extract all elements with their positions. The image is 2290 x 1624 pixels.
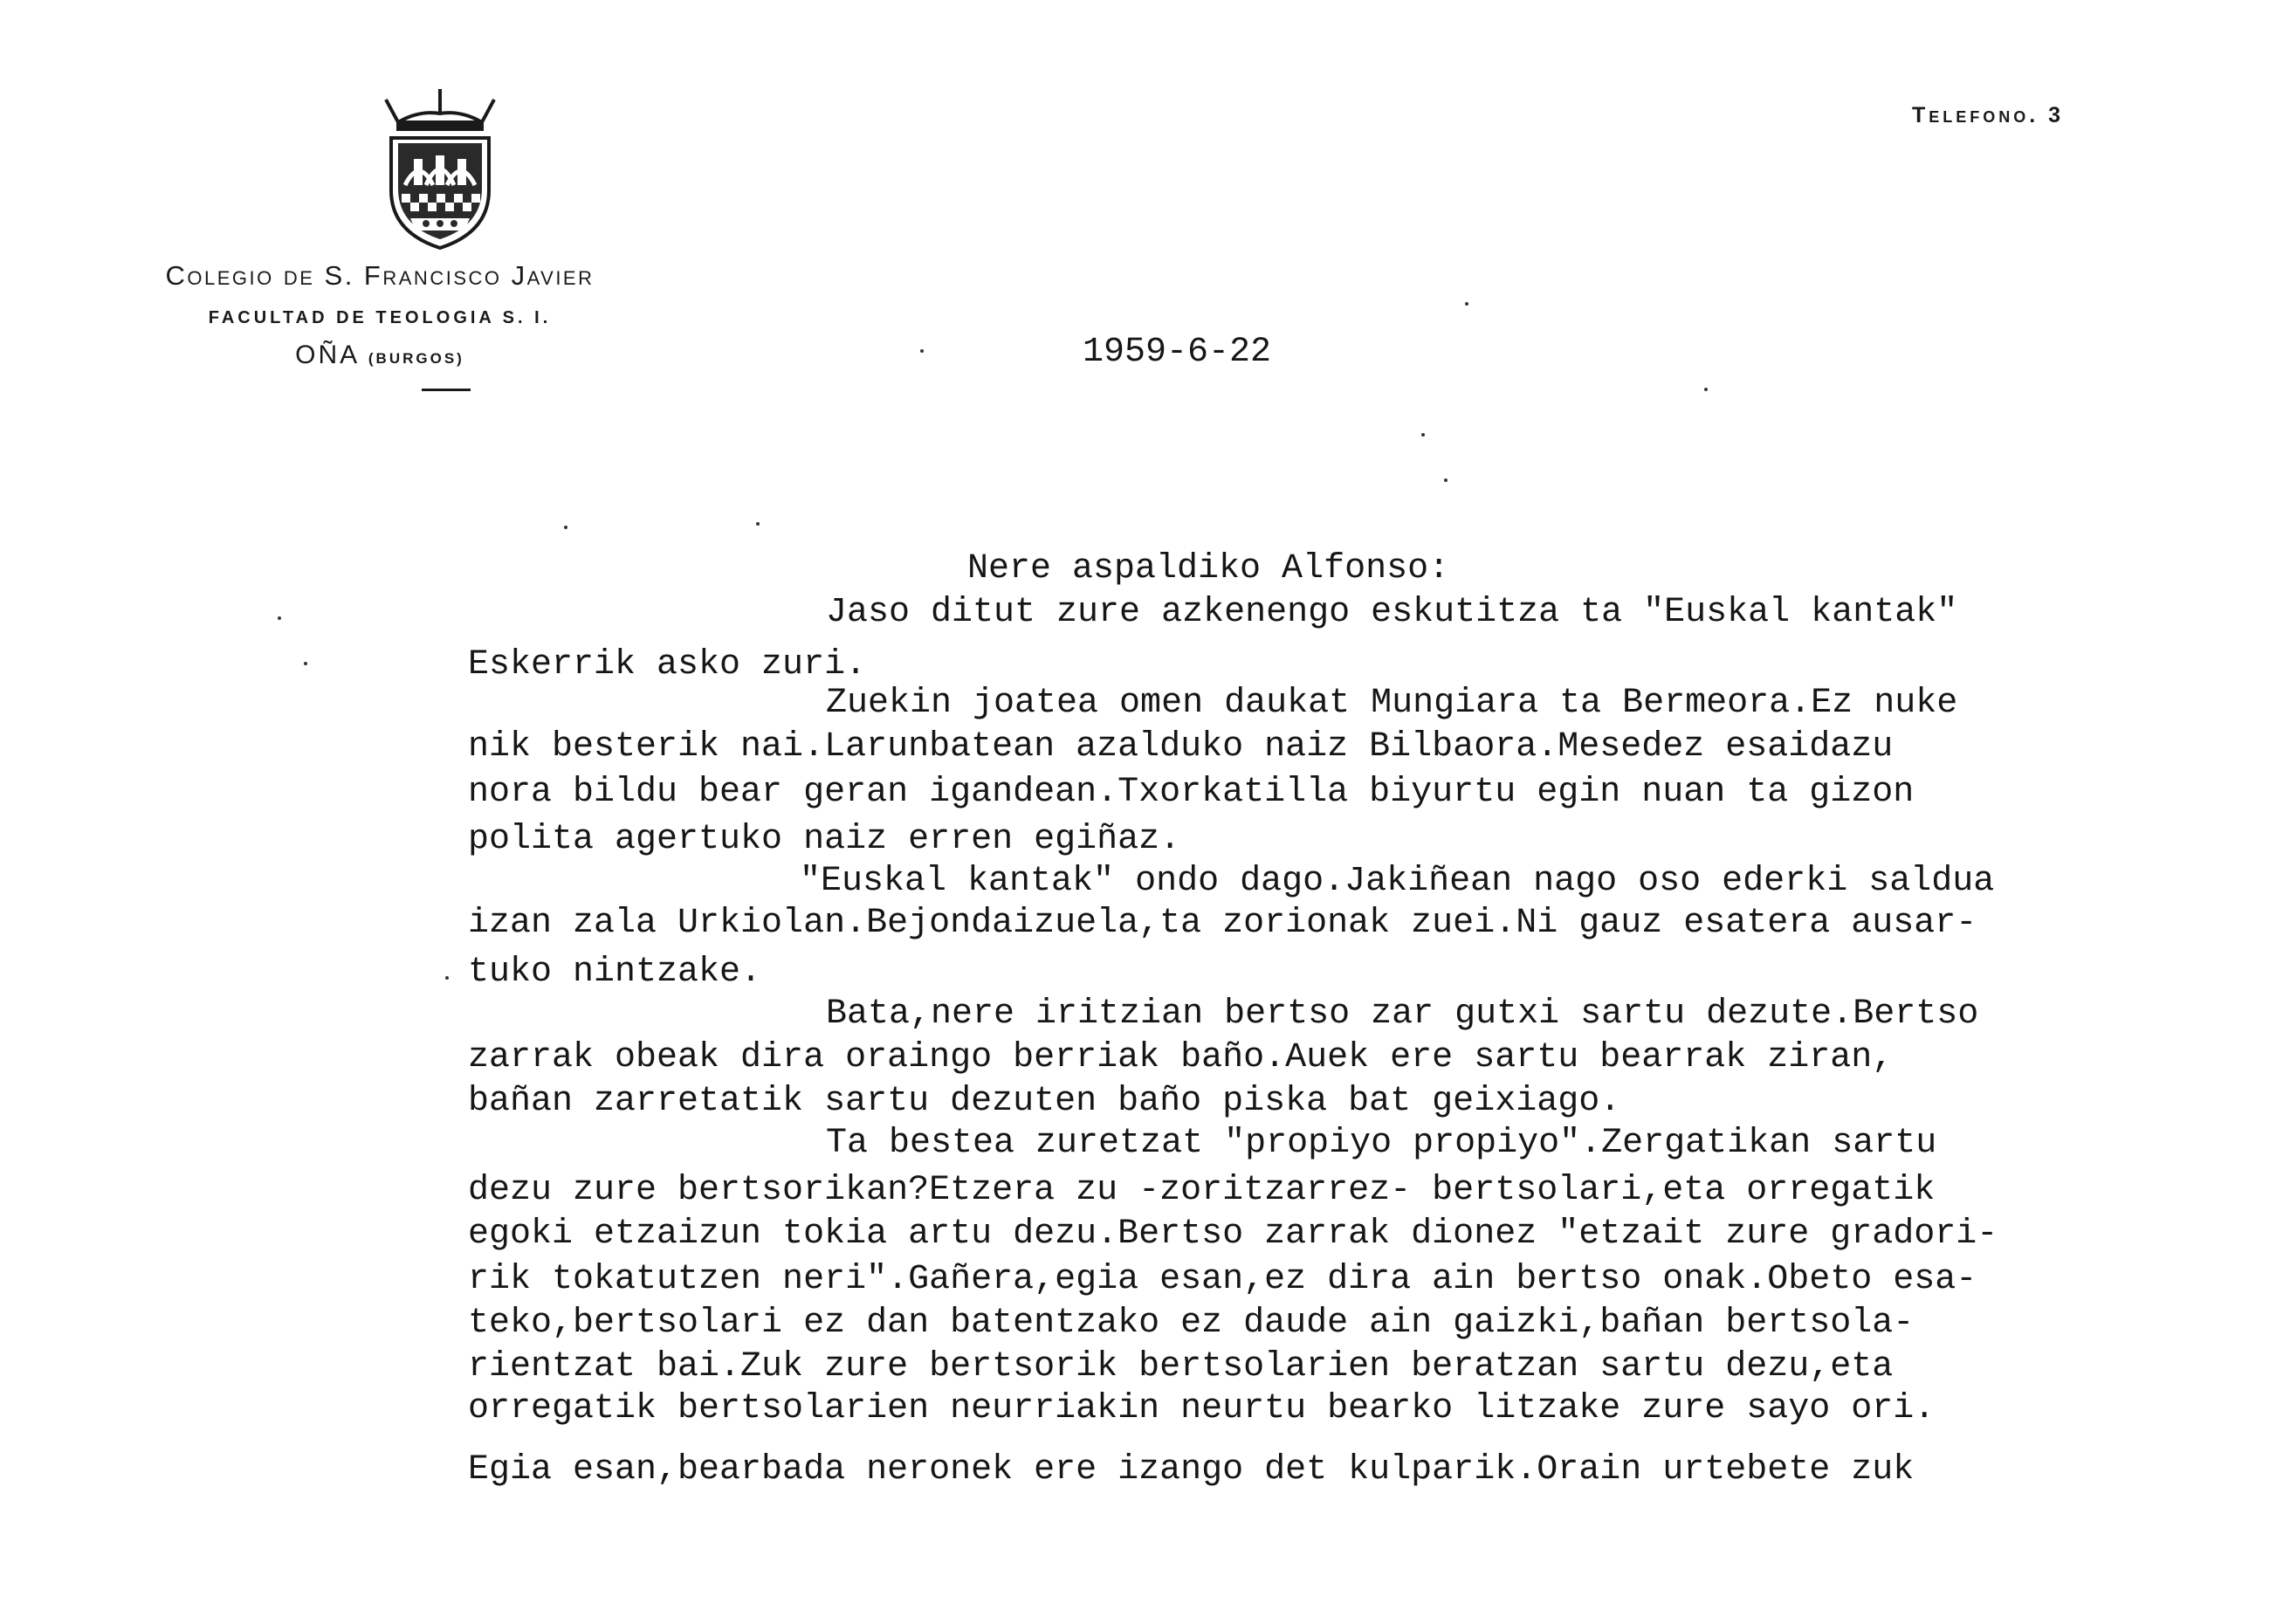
- body-line: nik besterik nai.Larunbatean azalduko naiz Bilbaora.Mesedez esaidazu: [468, 727, 1894, 767]
- scan-speck: [756, 522, 760, 526]
- body-line: Egia esan,bearbada neronek ere izango det kulparik.Orain urtebete zuk: [468, 1450, 1915, 1490]
- body-line: Eskerrik asko zuri.: [468, 645, 867, 685]
- letterhead-rule: [422, 389, 471, 391]
- body-line: Zuekin joatea omen daukat Mungiara ta Bermeora.Ez nuke: [826, 684, 1958, 723]
- college-name: Colegio de S. Francisco Javier: [165, 260, 595, 291]
- scan-speck: [564, 526, 567, 529]
- scan-speck: [445, 976, 449, 980]
- letterhead-city: [0, 341, 760, 370]
- body-line: Ta bestea zuretzat "propiyo propiyo".Zergatikan sartu: [826, 1124, 1937, 1163]
- body-line: dezu zure bertsorikan?Etzera zu -zoritzarrez- bertsolari,eta orregatik: [468, 1171, 1936, 1210]
- scan-speck: [278, 616, 281, 620]
- scan-speck: [1704, 388, 1708, 391]
- body-line: tuko nintzake.: [468, 953, 762, 992]
- body-line: Jaso ditut zure azkenengo eskutitza ta "Euskal kantak": [826, 593, 1958, 632]
- salutation: Nere aspaldiko Alfonso:: [967, 549, 1450, 588]
- college-coat-of-arms-icon: [381, 87, 499, 253]
- faculty-name: FACULTAD DE TEOLOGIA S. I.: [208, 308, 552, 327]
- scan-speck: [1465, 302, 1468, 306]
- scan-speck: [1444, 478, 1448, 482]
- body-line: rik tokatutzen neri".Gañera,egia esan,ez dira ain bertso onak.Obeto esa-: [468, 1260, 1977, 1299]
- body-line: nora bildu bear geran igandean.Txorkatilla biyurtu egin nuan ta gizon: [468, 773, 1915, 812]
- body-line: teko,bertsolari ez dan batentzako ez daude ain gaizki,bañan bertsola-: [468, 1304, 1915, 1343]
- body-line: polita agertuko naiz erren egiñaz.: [468, 820, 1181, 859]
- city-name: OÑA: [295, 341, 359, 369]
- letter-date: 1959-6-22: [1083, 333, 1272, 372]
- body-line: egoki etzaizun tokia artu dezu.Bertso zarrak dionez "etzait zure gradori-: [468, 1215, 1998, 1254]
- telephone-number: Telefono. 3: [1912, 103, 2065, 127]
- body-line: zarrak obeak dira oraingo berriak baño.Auek ere sartu bearrak ziran,: [468, 1038, 1894, 1077]
- scan-speck: [920, 349, 924, 353]
- body-line: izan zala Urkiolan.Bejondaizuela,ta zorionak zuei.Ni gauz esatera ausar-: [468, 904, 1977, 943]
- body-line: rientzat bai.Zuk zure bertsorik bertsolarien beratzan sartu dezu,eta: [468, 1347, 1894, 1387]
- province-name: (BURGOS): [368, 350, 464, 367]
- scan-speck: [1421, 433, 1425, 437]
- body-line: orregatik bertsolarien neurriakin neurtu bearko litzake zure sayo ori.: [468, 1389, 1936, 1428]
- body-line: "Euskal kantak" ondo dago.Jakiñean nago oso ederki saldua: [800, 862, 1995, 901]
- body-line: Bata,nere iritzian bertso zar gutxi sartu dezute.Bertso: [826, 994, 1979, 1034]
- body-line: bañan zarretatik sartu dezuten baño piska bat geixiago.: [468, 1082, 1621, 1121]
- scan-speck: [304, 662, 307, 665]
